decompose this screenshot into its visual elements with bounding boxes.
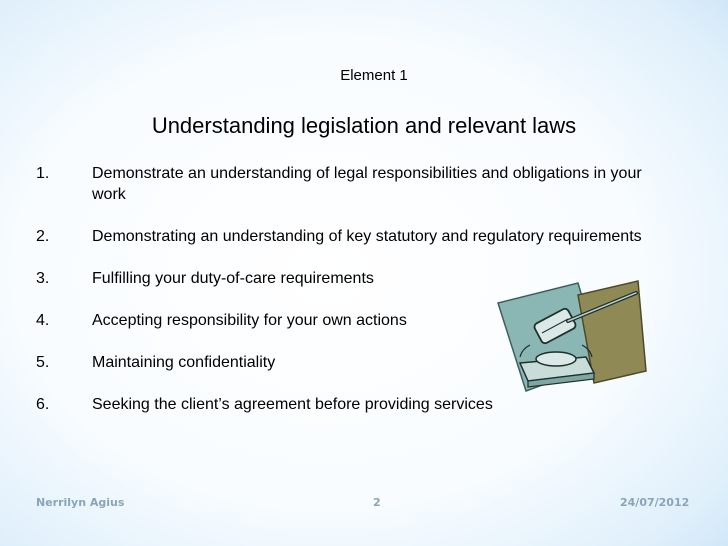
element-label: Element 1	[340, 67, 408, 84]
list-item-text: Demonstrating an understanding of key statutory and regulatory requirements	[92, 228, 642, 245]
list-item-text: Demonstrate an understanding of legal responsibilities and obligations in your work	[92, 165, 642, 203]
gavel-clipart-icon	[490, 275, 650, 400]
list-item-number: 2.	[36, 228, 50, 245]
list-item-number: 1.	[36, 165, 50, 182]
list-item-number: 3.	[36, 270, 50, 287]
list-item	[36, 163, 676, 205]
footer-page-number: 2	[373, 496, 381, 509]
list-item-text: Accepting responsibility for your own actions	[92, 312, 407, 329]
list-item-text: Seeking the client’s agreement before providing services	[92, 396, 493, 413]
footer-date: 24/07/2012	[620, 496, 690, 509]
slide-title: Understanding legislation and relevant laws	[151, 113, 577, 138]
list-item-number: 6.	[36, 396, 50, 413]
list-item-text: Fulfilling your duty-of-care requirements	[92, 270, 374, 287]
list-item	[36, 226, 676, 247]
list-item-text: Maintaining confidentiality	[92, 354, 276, 371]
list-item-number: 5.	[36, 354, 50, 371]
list-item-number: 4.	[36, 312, 50, 329]
footer-author: Nerrilyn Agius	[36, 496, 125, 509]
